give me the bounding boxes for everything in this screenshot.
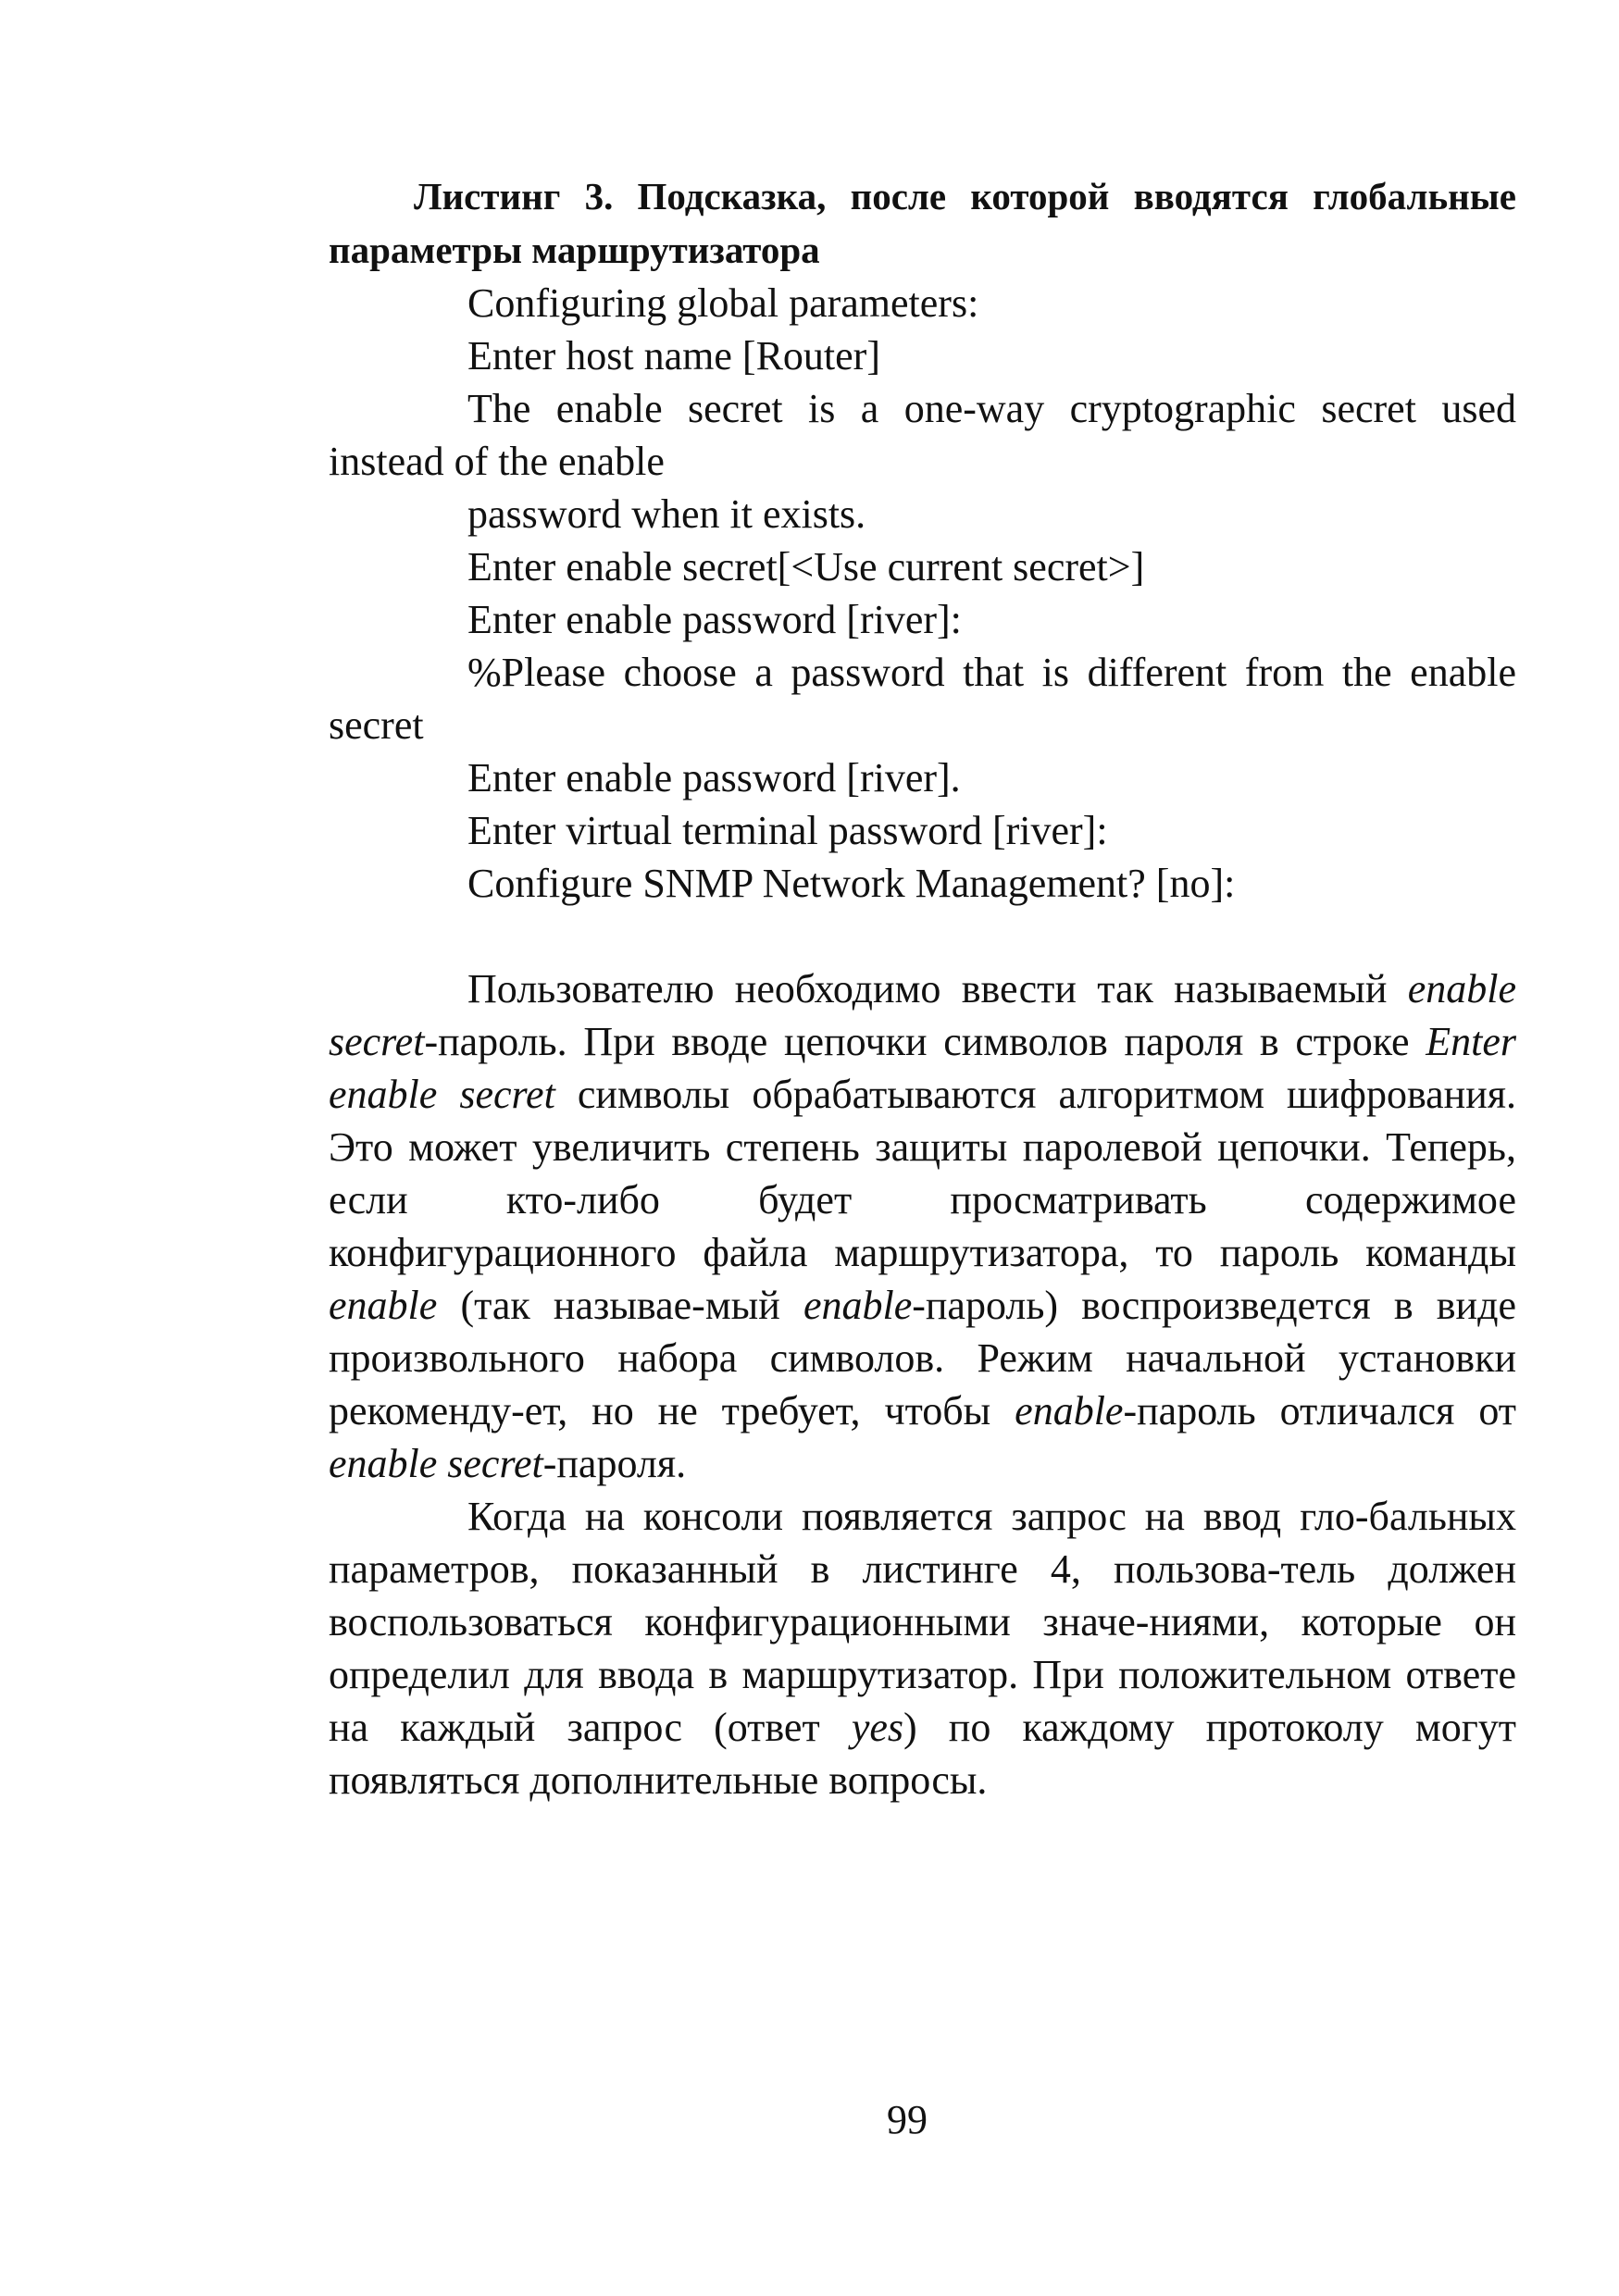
text-run: символы обрабатываются алгоритмом шифрования. Это может увеличить степень защиты паролевой цепочки. Теперь, если кто-либо будет просматривать содержимое конфигурационного файла маршрутизатора, то пароль команды — [329, 1072, 1516, 1275]
italic-term: yes — [851, 1705, 903, 1750]
body-text — [329, 962, 1516, 1806]
listing-line: %Please choose a password that is different from the enable secret — [329, 650, 1516, 748]
page-number: 99 — [887, 2097, 928, 2142]
listing-caption — [329, 169, 1516, 277]
text-run: Пользователю необходимо ввести так называемый — [467, 966, 1408, 1011]
listing-caption-line-2: глобальные параметры маршрутизатора — [329, 175, 1516, 271]
listing-line: Configuring global parameters: — [467, 280, 979, 326]
paragraph-global-parameters — [329, 1490, 1516, 1806]
listing-line: Enter enable secret[<Use current secret>] — [467, 544, 1145, 590]
paragraph-enable-secret — [329, 962, 1516, 1490]
text-run: ) по каждому протоколу могут появляться дополнительные вопросы. — [329, 1705, 1516, 1803]
listing-caption-line-1: Листинг 3. Подсказка, после которой вводятся — [414, 175, 1289, 217]
italic-term: enable — [1015, 1388, 1124, 1433]
text-run: Когда на консоли появляется запрос на ввод гло-бальных параметров, показанный в листинге 4, пользова-тель должен воспользоваться конфигурационными значе-ниями, которые он определил для ввода в маршрутизатор. При положительном ответе на каждый запрос (ответ — [329, 1494, 1516, 1750]
text-run: (так называе-мый — [437, 1283, 803, 1328]
page-content — [329, 169, 1516, 1806]
listing-line: Enter host name [Router] — [467, 333, 880, 379]
listing-line: Configure SNMP Network Management? [no]: — [467, 861, 1236, 906]
italic-term: enable — [329, 1283, 438, 1328]
italic-term: enable secret — [329, 1441, 543, 1486]
listing-line: password when it exists. — [467, 491, 866, 537]
italic-term: enable — [803, 1283, 913, 1328]
text-run: -пароля. — [542, 1441, 687, 1486]
italic-term: Enter enable secret — [329, 1019, 1516, 1117]
text-run: -пароль. При вводе цепочки символов пароля в строке — [424, 1019, 1426, 1064]
text-run: -пароль отличался от — [1123, 1388, 1516, 1433]
listing-block — [329, 277, 1516, 910]
listing-line: Enter enable password [river]. — [467, 755, 961, 800]
italic-term: enable secret — [329, 966, 1516, 1064]
listing-line: Enter virtual terminal password [river]: — [467, 808, 1108, 853]
listing-line: Enter enable password [river]: — [467, 597, 962, 642]
listing-line: The enable secret is a one-way cryptographic secret used instead of the enable — [329, 386, 1516, 484]
text-run: -пароль) воспроизведется в виде произвольного набора символов. Режим начальной установки рекоменду-ет, но не требует, чтобы — [329, 1283, 1516, 1433]
